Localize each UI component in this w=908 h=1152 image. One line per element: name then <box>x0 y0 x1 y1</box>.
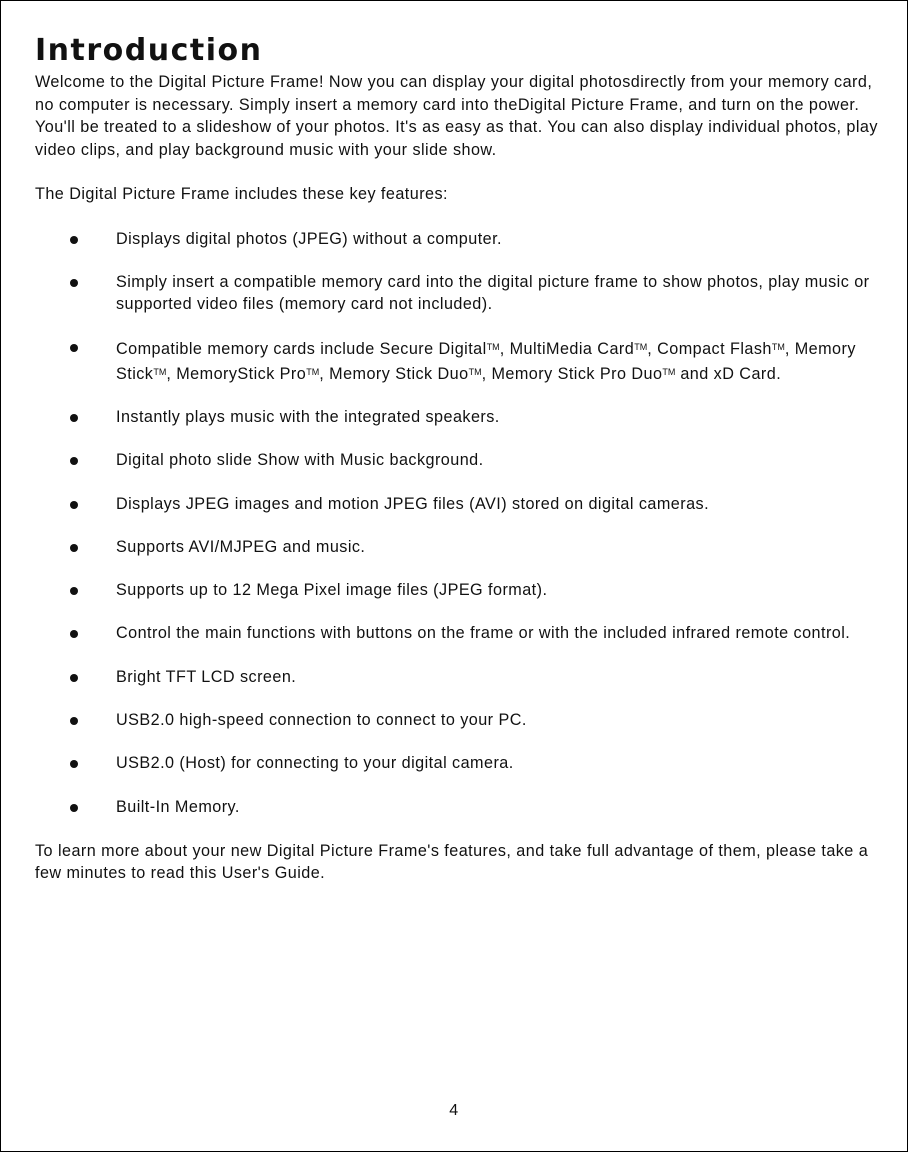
trademark-mark: TM <box>486 342 500 353</box>
bullet-icon <box>70 760 78 768</box>
page-content <box>35 31 895 885</box>
feature-item <box>35 406 895 428</box>
bullet-icon <box>70 279 78 287</box>
trademark-mark: TM <box>771 342 785 353</box>
card-name: Memory Stick Duo <box>329 364 469 383</box>
feature-text: Displays digital photos (JPEG) without a computer. <box>116 229 502 248</box>
feature-item-memory-cards <box>35 336 895 385</box>
memory-cards-lead: Compatible memory cards include <box>116 340 380 359</box>
card-separator: , <box>647 340 658 359</box>
trademark-mark: TM <box>153 366 167 377</box>
feature-text: Instantly plays music with the integrated speakers. <box>116 407 500 426</box>
trademark-mark: TM <box>468 366 482 377</box>
feature-item <box>35 796 895 818</box>
feature-text: USB2.0 (Host) for connecting to your digital camera. <box>116 754 514 773</box>
feature-text: Supports AVI/MJPEG and music. <box>116 537 366 556</box>
bullet-icon <box>70 236 78 244</box>
bullet-icon <box>70 804 78 812</box>
feature-text: Supports up to 12 Mega Pixel image files (JPEG format). <box>116 581 548 600</box>
bullet-icon <box>70 587 78 595</box>
card-conjunction: and <box>675 364 714 383</box>
feature-item <box>35 228 895 250</box>
trademark-mark: TM <box>662 366 676 377</box>
feature-text: Built-In Memory. <box>116 797 240 816</box>
card-name: Memory Stick Pro Duo <box>491 364 663 383</box>
bullet-icon <box>70 344 78 352</box>
bullet-icon <box>70 501 78 509</box>
card-separator: , <box>481 364 492 383</box>
feature-item <box>35 666 895 688</box>
feature-text: Displays JPEG images and motion JPEG files (AVI) stored on digital cameras. <box>116 494 710 513</box>
bullet-icon <box>70 544 78 552</box>
feature-item <box>35 752 895 774</box>
feature-text: Bright TFT LCD screen. <box>116 667 297 686</box>
feature-text: Digital photo slide Show with Music background. <box>116 451 484 470</box>
card-name: MemoryStick Pro <box>176 364 307 383</box>
trademark-mark: TM <box>634 342 648 353</box>
card-separator: , <box>319 364 330 383</box>
card-name: xD Card. <box>713 364 782 383</box>
features-lead: The Digital Picture Frame includes these key features: <box>35 185 448 203</box>
feature-item <box>35 622 895 644</box>
card-name: MultiMedia Card <box>509 340 635 359</box>
feature-item <box>35 709 895 731</box>
feature-item <box>35 449 895 471</box>
feature-text: Control the main functions with buttons on the frame or with the included infrared remote control. <box>116 624 851 643</box>
feature-item <box>35 493 895 515</box>
trademark-mark: TM <box>306 366 320 377</box>
card-name: Secure Digital <box>379 340 487 359</box>
card-separator: , <box>499 340 510 359</box>
intro-paragraph: Welcome to the Digital Picture Frame! Now you can display your digital photosdirectly from your memory card, no computer is necessary. Simply insert a memory card into theDigital Picture Frame, and turn on the power. You'll be treated to a slideshow of your photos. It's as easy as that. You can also display individual photos, play video clips, and play background music with your slide show. <box>35 73 878 159</box>
card-name: Compact Flash <box>657 340 772 359</box>
feature-text: USB2.0 high-speed connection to connect to your PC. <box>116 711 527 730</box>
page-number: 4 <box>449 1102 459 1119</box>
bullet-icon <box>70 674 78 682</box>
card-name: Memory Stick <box>116 340 856 383</box>
bullet-icon <box>70 717 78 725</box>
page-title: Introduction <box>35 33 263 68</box>
bullet-icon <box>70 630 78 638</box>
bullet-icon <box>70 457 78 465</box>
feature-item <box>35 536 895 558</box>
card-separator: , <box>166 364 177 383</box>
outro-paragraph: To learn more about your new Digital Picture Frame's features, and take full advantage of them, please take a few minutes to read this User's Guide. <box>35 841 869 883</box>
feature-item <box>35 271 895 316</box>
bullet-icon <box>70 414 78 422</box>
feature-item <box>35 579 895 601</box>
feature-text: Simply insert a compatible memory card into the digital picture frame to show photos, play music or supported video files (memory card not included). <box>116 272 870 314</box>
feature-list <box>35 228 895 818</box>
card-separator: , <box>784 340 795 359</box>
